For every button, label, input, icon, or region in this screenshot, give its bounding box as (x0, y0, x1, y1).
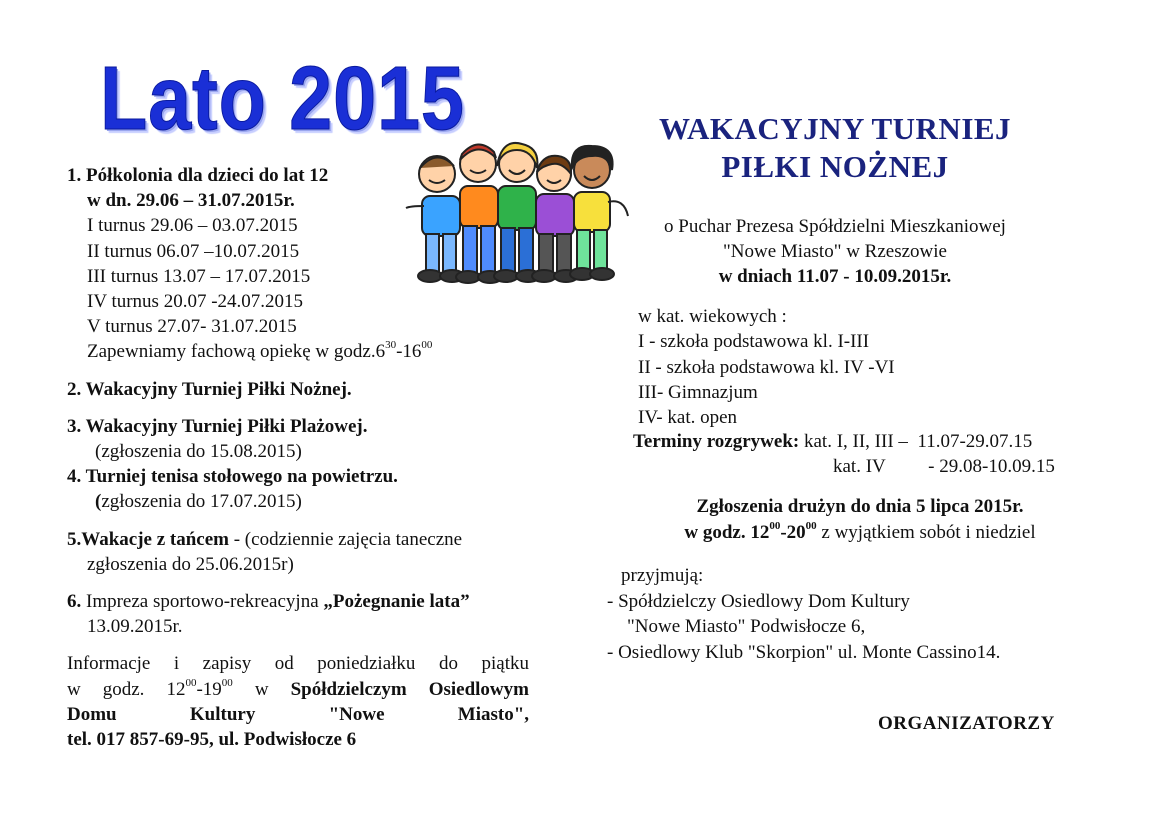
page-title: Lato 2015 (100, 49, 465, 149)
item5-note: zgłoszenia do 25.06.2015r) (87, 553, 294, 575)
info-line-1: Informacje i zapisy od poniedziałku do piątku (67, 653, 529, 675)
organizers: ORGANIZATORZY (878, 713, 1055, 734)
item3-note: (zgłoszenia do 15.08.2015) (95, 441, 302, 463)
item6-date: 13.09.2015r. (87, 616, 183, 638)
item3: 3. Wakacyjny Turniej Piłki Plażowej. (67, 415, 368, 437)
item4: 4. Turniej tenisa stołowego na powietrzu. (67, 466, 398, 488)
turnus-3: III turnus 13.07 – 17.07.2015 (87, 265, 311, 287)
item6: 6. Impreza sportowo-rekreacyjna „Pożegnanie lata” (67, 591, 470, 613)
category-item: I - szkoła podstawowa kl. I-III (638, 331, 870, 353)
info-line-3: Domu Kultury "Nowe Miasto", (67, 703, 529, 725)
left-column (67, 163, 537, 752)
receivers: przyjmują: - Spółdzielczy Osiedlowy Dom Kultury "Nowe Miasto" Podwisłocze 6, - Osiedlowy Klub "Skorpion" ul. Monte Cassino14. (607, 565, 1001, 663)
item1-title: 1. Półkolonia dla dzieci do lat 12 (67, 165, 329, 186)
kid-purple (532, 156, 578, 282)
item4-note: (zgłoszenia do 17.07.2015) (95, 491, 302, 513)
item2: 2. Wakacyjny Turniej Piłki Nożnej. (67, 378, 352, 400)
category-item: IV- kat. open (638, 407, 738, 429)
care-hours: Zapewniamy fachową opiekę w $godz.6^{30}-16^{00}$ (87, 339, 433, 363)
cup-info: o Puchar Prezesa Spółdzielni Mieszkaniowej "Nowe Miasto" w Rzeszowie w dniach 11.07 - 10.09.2015r. (664, 216, 1006, 287)
category-item: III- Gimnazjum (638, 381, 758, 403)
tournament-heading: WAKACYJNY TURNIEJ PIŁKI NOŻNEJ (658, 111, 1012, 184)
turnus-5: V turnus 27.07- 31.07.2015 (87, 316, 297, 338)
info-line-2: w godz. $12^{00}-19^{00}$ w Spółdzielczym Osiedlowym (67, 676, 529, 700)
turnus-4: IV turnus 20.07 -24.07.2015 (87, 291, 304, 313)
registration: Zgłoszenia drużyn do dnia 5 lipca 2015r. w godz. $12^{00}-20^{00}$ z wyjątkiem sobót i niedziel (684, 496, 1036, 543)
age-categories: w kat. wiekowych : I - szkoła podstawowa kl. I-III II - szkoła podstawowa kl. IV -VI III- Gimnazjum IV- kat. open (638, 304, 1108, 430)
item1-dates: w dn. 29.06 – 31.07.2015r. (87, 190, 295, 212)
item5: 5.Wakacje z tańcem - (codziennie zajęcia taneczne (67, 528, 463, 550)
category-item: II - szkoła podstawowa kl. IV -VI (638, 356, 895, 378)
match-terms: Terminy rozgrywek: kat. I, II, III – 11.07-29.07.15 kat. IV - 29.08-10.09.15 (633, 431, 1055, 477)
info-line-4: tel. 017 857-69-95, ul. Podwisłocze 6 (67, 729, 357, 751)
turnus-1: I turnus 29.06 – 03.07.2015 (87, 215, 298, 237)
turnus-2: II turnus 06.07 –10.07.2015 (87, 240, 300, 262)
